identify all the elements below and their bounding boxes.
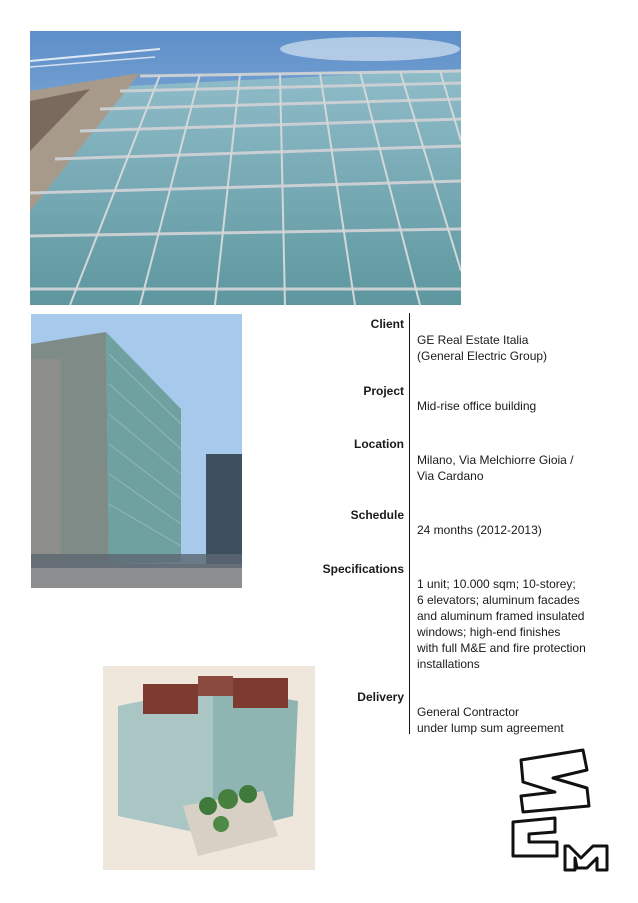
building-street-photo bbox=[31, 314, 242, 588]
spec-value-project: Mid-rise office building bbox=[417, 399, 537, 413]
spec-value-specifications: 1 unit; 10.000 sqm; 10-storey; 6 elevators; aluminum facades and aluminum framed insulated windows; high-end finishes with full M&E and fire protection installations bbox=[417, 577, 586, 671]
spec-label-specifications: Specifications bbox=[322, 562, 404, 576]
spec-value-client: GE Real Estate Italia (General Electric Group) bbox=[417, 333, 548, 363]
building-model-render bbox=[103, 666, 315, 870]
facade-photo bbox=[30, 31, 461, 305]
spec-label-location: Location bbox=[354, 437, 404, 451]
spec-divider bbox=[409, 313, 410, 734]
spec-value-delivery: General Contractor under lump sum agreement bbox=[417, 705, 564, 735]
spec-label-schedule: Schedule bbox=[350, 508, 404, 522]
mcm-logo bbox=[503, 748, 613, 874]
spec-value-location: Milano, Via Melchiorre Gioia / Via Cardano bbox=[417, 453, 574, 483]
spec-label-client: Client bbox=[370, 317, 404, 331]
spec-value-schedule: 24 months (2012-2013) bbox=[417, 523, 542, 537]
spec-label-delivery: Delivery bbox=[357, 690, 404, 704]
spec-label-project: Project bbox=[363, 384, 404, 398]
